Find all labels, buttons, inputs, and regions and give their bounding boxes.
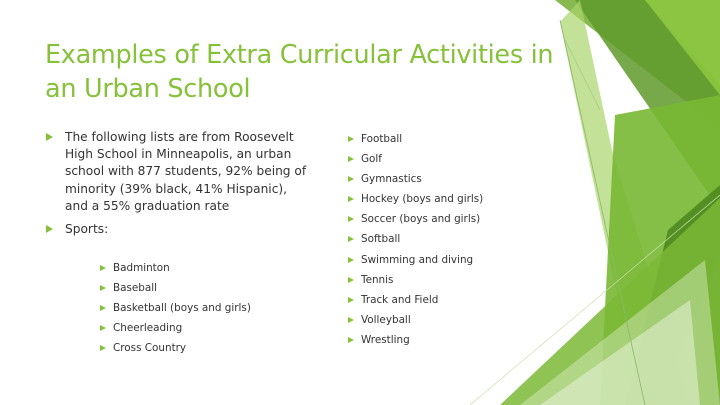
- sports-heading: Sports:: [65, 222, 109, 237]
- sport-label: Volleyball: [361, 313, 411, 326]
- slide-title: Examples of Extra Curricular Activities in an Urban School: [45, 40, 554, 104]
- list-item: [348, 270, 483, 290]
- list-item: [348, 290, 483, 310]
- list-item: [348, 149, 483, 169]
- sport-label: Swimming and diving: [361, 253, 474, 266]
- arrow-bullet-icon: [348, 277, 354, 283]
- list-item: [45, 129, 310, 215]
- sport-label: Football: [361, 133, 403, 145]
- list-item: [348, 229, 483, 249]
- list-item: [100, 278, 251, 298]
- list-item: [348, 129, 483, 149]
- sport-label: Golf: [361, 153, 382, 166]
- sports-list-left: [100, 258, 251, 358]
- arrow-bullet-icon: [348, 156, 354, 162]
- list-item: [348, 330, 483, 350]
- sport-label: Tennis: [361, 273, 394, 286]
- sport-label: Baseball: [113, 282, 158, 295]
- arrow-bullet-icon: [100, 265, 106, 271]
- arrow-bullet-icon: [100, 325, 106, 331]
- list-item: [45, 221, 310, 238]
- sport-label: Hockey (boys and girls): [361, 193, 484, 206]
- list-item: [348, 169, 483, 189]
- sport-label: Soccer (boys and girls): [361, 213, 481, 226]
- arrow-bullet-icon: [348, 236, 354, 242]
- arrow-bullet-icon: [100, 345, 106, 351]
- arrow-bullet-icon: [348, 176, 354, 182]
- arrow-bullet-icon: [348, 317, 354, 323]
- list-item: [100, 258, 251, 278]
- arrow-bullet-icon: [348, 136, 354, 142]
- list-item: [348, 310, 483, 330]
- sport-label: Softball: [361, 233, 401, 246]
- list-item: [348, 209, 483, 229]
- sport-label: Cheerleading: [113, 322, 183, 335]
- list-item: [100, 318, 251, 338]
- arrow-bullet-icon: [46, 225, 53, 233]
- list-item: [348, 250, 483, 270]
- intro-text: The following lists are from Roosevelt High School in Minneapolis, an urban school with 877 students, 92% being of minority (39% black, 41% Hispanic), and a 55% graduation rate: [65, 130, 307, 213]
- sport-label: Wrestling: [361, 333, 410, 346]
- arrow-bullet-icon: [348, 297, 354, 303]
- arrow-bullet-icon: [348, 196, 354, 202]
- arrow-bullet-icon: [348, 257, 354, 263]
- list-item: [348, 189, 483, 209]
- arrow-bullet-icon: [348, 337, 354, 343]
- sports-list-right: [348, 129, 483, 350]
- sport-label: Badminton: [113, 262, 170, 274]
- arrow-bullet-icon: [348, 216, 354, 222]
- sport-label: Cross Country: [113, 342, 187, 355]
- arrow-bullet-icon: [100, 305, 106, 311]
- sport-label: Basketball (boys and girls): [113, 302, 251, 315]
- main-bullet-list: [45, 129, 310, 238]
- sport-label: Track and Field: [361, 293, 439, 306]
- list-item: [100, 338, 251, 358]
- arrow-bullet-icon: [46, 133, 53, 141]
- sport-label: Gymnastics: [361, 173, 422, 186]
- list-item: [100, 298, 251, 318]
- arrow-bullet-icon: [100, 285, 106, 291]
